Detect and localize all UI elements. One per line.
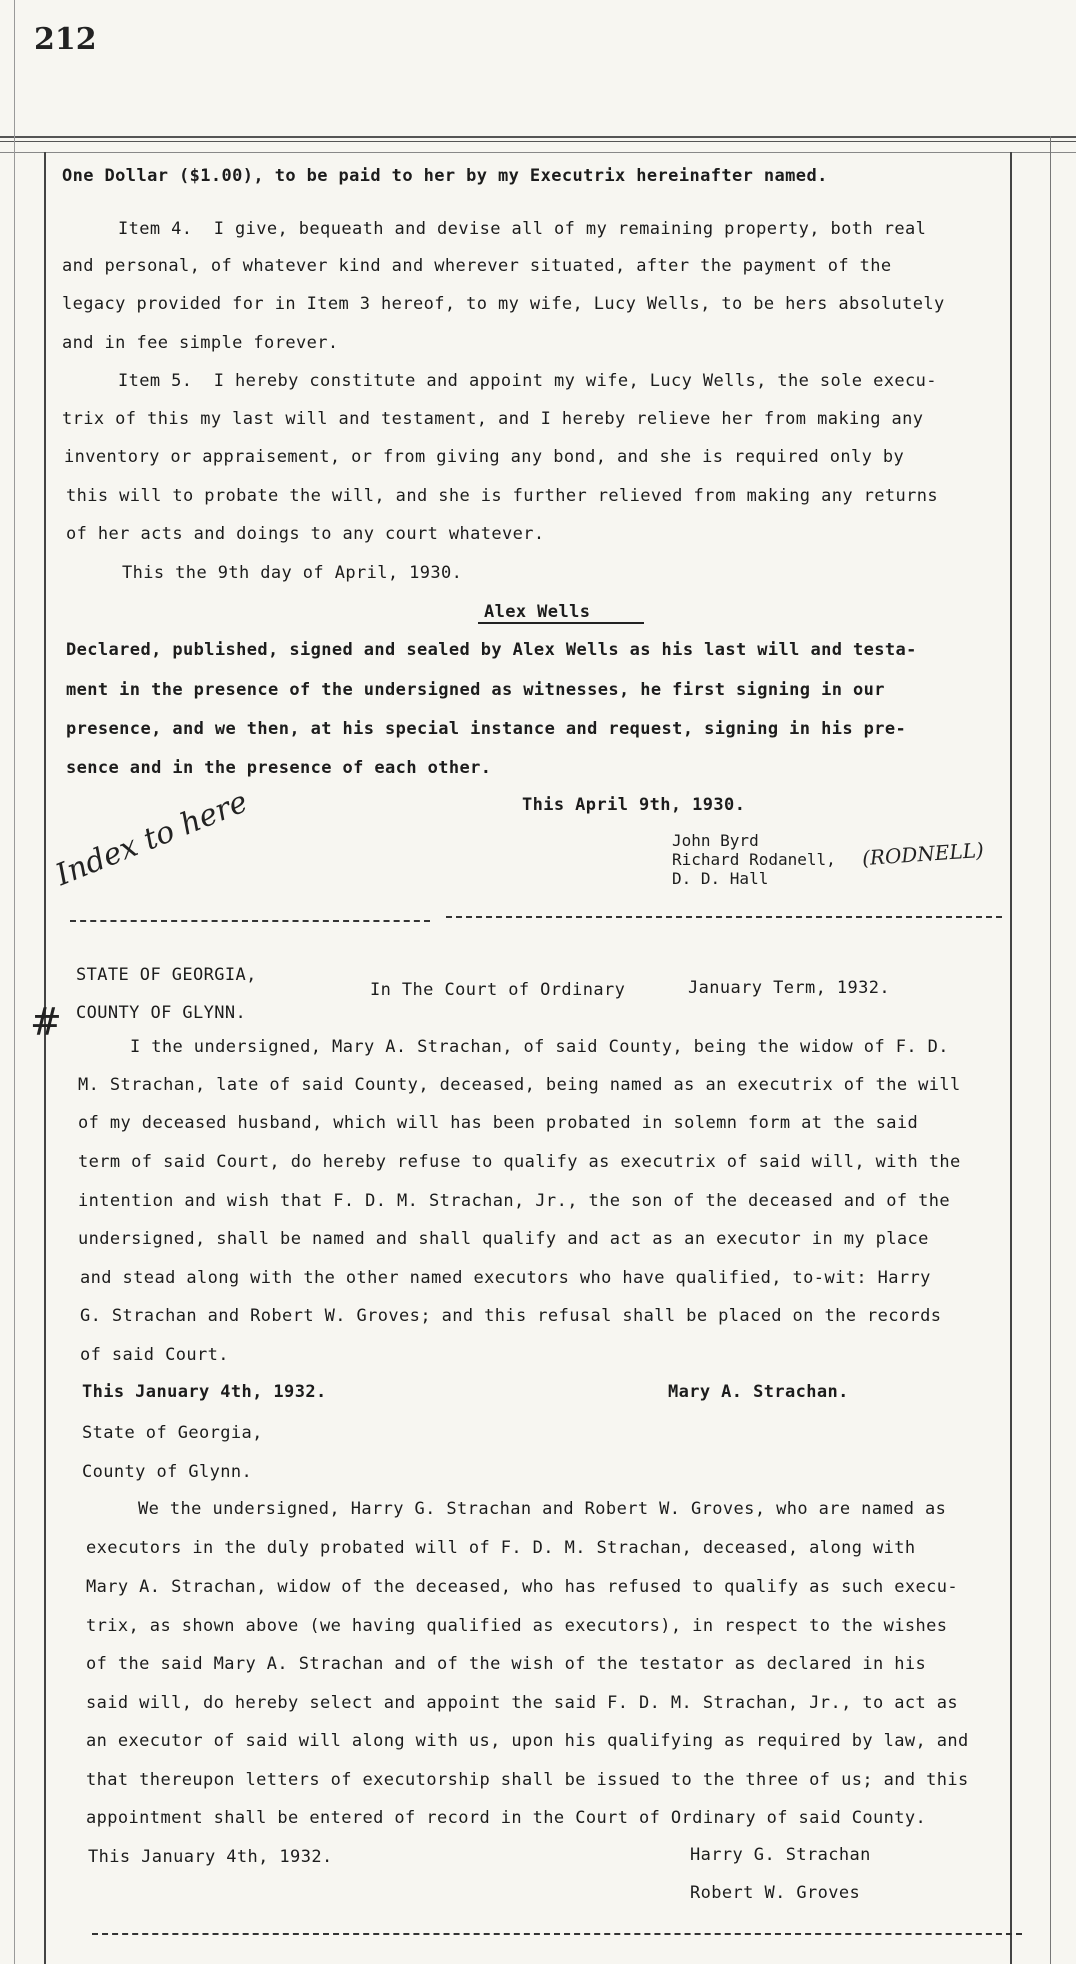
witness-correction-note: (RODNELL) bbox=[861, 837, 985, 871]
page-top-rule-thin bbox=[0, 152, 1076, 153]
attestation-line: Declared, published, signed and sealed by Alex Wells as his last will and testa- bbox=[66, 640, 917, 660]
attestation-date: This April 9th, 1930. bbox=[522, 795, 746, 815]
will-date: This the 9th day of April, 1930. bbox=[122, 563, 463, 583]
appointment-date: This January 4th, 1932. bbox=[88, 1847, 333, 1867]
refusal-line: of said Court. bbox=[80, 1345, 229, 1365]
appointment-line: said will, do hereby select and appoint the said F. D. M. Strachan, Jr., to act as bbox=[86, 1693, 959, 1713]
left-margin-rule bbox=[44, 152, 46, 1964]
refusal-line: undersigned, shall be named and shall qualify and act as an executor in my place bbox=[78, 1229, 929, 1249]
appointment-line: We the undersigned, Harry G. Strachan and Robert W. Groves, who are named as bbox=[138, 1499, 947, 1519]
appointment-state: State of Georgia, bbox=[82, 1423, 263, 1443]
margin-index-note: Index to here bbox=[50, 784, 253, 893]
will-line: trix of this my last will and testament, and I hereby relieve her from making any bbox=[62, 409, 924, 429]
court-term: January Term, 1932. bbox=[688, 978, 891, 998]
refusal-signature: Mary A. Strachan. bbox=[668, 1382, 849, 1402]
refusal-state: STATE OF GEORGIA, bbox=[76, 965, 257, 985]
refusal-line: G. Strachan and Robert W. Groves; and this refusal shall be placed on the records bbox=[80, 1306, 942, 1326]
testator-signature: Alex Wells bbox=[484, 602, 591, 622]
refusal-line: I the undersigned, Mary A. Strachan, of said County, being the widow of F. D. bbox=[130, 1037, 949, 1057]
witness-name: D. D. Hall bbox=[672, 869, 769, 888]
appointment-line: appointment shall be entered of record in the Court of Ordinary of said County. bbox=[86, 1808, 927, 1828]
page-top-rule bbox=[0, 136, 1076, 138]
signature-underline bbox=[478, 622, 644, 624]
left-edge-rule bbox=[14, 0, 15, 1964]
will-line: of her acts and doings to any court whatever. bbox=[66, 524, 545, 544]
will-line: legacy provided for in Item 3 hereof, to my wife, Lucy Wells, to be hers absolutely bbox=[62, 294, 945, 314]
witness-name: Richard Rodanell, bbox=[672, 850, 836, 869]
appointment-line: Mary A. Strachan, widow of the deceased, who has refused to qualify as such execu- bbox=[86, 1577, 959, 1597]
appointment-line: an executor of said will along with us, upon his qualifying as required by law, and bbox=[86, 1731, 969, 1751]
appointment-line: executors in the duly probated will of F. D. M. Strachan, deceased, along with bbox=[86, 1538, 916, 1558]
right-margin-rule bbox=[1010, 152, 1012, 1964]
will-line: Item 4. I give, bequeath and devise all of my remaining property, both real bbox=[118, 219, 927, 239]
attestation-line: presence, and we then, at his special instance and request, signing in his pre- bbox=[66, 719, 907, 739]
refusal-line: term of said Court, do hereby refuse to qualify as executrix of said will, with the bbox=[78, 1152, 961, 1172]
appointment-line: of the said Mary A. Strachan and of the wish of the testator as declared in his bbox=[86, 1654, 927, 1674]
refusal-line: M. Strachan, late of said County, deceased, being named as an executrix of the will bbox=[78, 1075, 961, 1095]
section-divider bbox=[446, 916, 1002, 918]
refusal-line: of my deceased husband, which will has been probated in solemn form at the said bbox=[78, 1113, 919, 1133]
refusal-line: and stead along with the other named executors who have qualified, to-wit: Harry bbox=[80, 1268, 931, 1288]
appointment-county: County of Glynn. bbox=[82, 1462, 253, 1482]
appointment-line: that thereupon letters of executorship shall be issued to the three of us; and this bbox=[86, 1770, 969, 1790]
page-top-rule-inner bbox=[0, 141, 1076, 142]
page-end-divider bbox=[92, 1933, 1022, 1935]
refusal-county: COUNTY OF GLYNN. bbox=[76, 1003, 247, 1023]
section-divider bbox=[70, 920, 430, 922]
will-line: inventory or appraisement, or from giving any bond, and she is required only by bbox=[64, 447, 905, 467]
margin-hash-mark: # bbox=[30, 1000, 62, 1044]
page-number: 212 bbox=[34, 22, 97, 57]
right-outer-rule bbox=[1050, 136, 1051, 1964]
will-line: this will to probate the will, and she is further relieved from making any returns bbox=[66, 486, 939, 506]
attestation-line: ment in the presence of the undersigned as witnesses, he first signing in our bbox=[66, 680, 885, 700]
court-name: In The Court of Ordinary bbox=[370, 980, 626, 1000]
appointment-line: trix, as shown above (we having qualified as executors), in respect to the wishes bbox=[86, 1616, 948, 1636]
will-line: and personal, of whatever kind and wherever situated, after the payment of the bbox=[62, 256, 892, 276]
will-line: One Dollar ($1.00), to be paid to her by my Executrix hereinafter named. bbox=[62, 166, 828, 186]
will-line: and in fee simple forever. bbox=[62, 333, 339, 353]
will-line: Item 5. I hereby constitute and appoint my wife, Lucy Wells, the sole execu- bbox=[118, 371, 937, 391]
appointment-signature: Robert W. Groves bbox=[690, 1883, 861, 1903]
refusal-date: This January 4th, 1932. bbox=[82, 1382, 327, 1402]
refusal-line: intention and wish that F. D. M. Strachan, Jr., the son of the deceased and of the bbox=[78, 1191, 951, 1211]
witness-name: John Byrd bbox=[672, 831, 759, 850]
appointment-signature: Harry G. Strachan bbox=[690, 1845, 871, 1865]
attestation-line: sence and in the presence of each other. bbox=[66, 758, 492, 778]
